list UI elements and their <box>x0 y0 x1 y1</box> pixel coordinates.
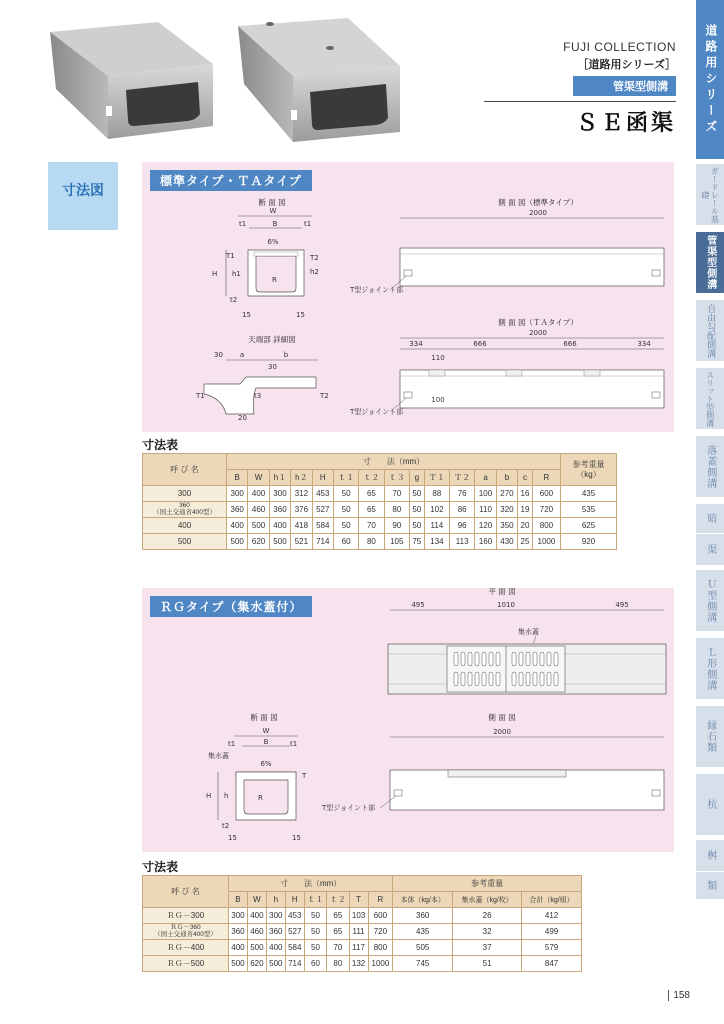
table-cell: 350 <box>496 518 517 534</box>
table2-dims-header: 寸 法（mm） <box>229 876 393 892</box>
table-cell: 430 <box>496 534 517 550</box>
table-cell: 60 <box>333 534 358 550</box>
plan-title: 平 面 図 <box>488 588 516 596</box>
table-cell: 70 <box>327 940 349 956</box>
table-cell: 527 <box>312 502 333 518</box>
row-name <box>143 518 227 534</box>
table1-col-header: ｔ２ <box>359 470 384 486</box>
table-cell: 376 <box>291 502 312 518</box>
page-title: ＳＥ函渠 <box>575 111 676 136</box>
table1-col-header: a <box>475 470 496 486</box>
tab-road-series[interactable]: 道路用シリーズ <box>696 0 724 160</box>
tab-l-gutter[interactable]: Ｌ形側溝 <box>696 638 724 700</box>
row-name-text: 400 <box>177 521 192 530</box>
label-b: B <box>272 220 278 228</box>
table-cell: 75 <box>409 534 424 550</box>
table-cell: 600 <box>532 486 560 502</box>
label-334-left: 334 <box>409 340 423 348</box>
table-cell: 714 <box>285 956 304 972</box>
rg-label-h: h <box>224 792 229 800</box>
tab-basin-1[interactable]: 桝 <box>696 840 724 872</box>
label-t2: t2 <box>230 296 238 304</box>
row-name <box>143 956 229 972</box>
row-name-text: 500 <box>177 537 192 546</box>
label-h2: h2 <box>310 268 319 276</box>
row-name <box>143 486 227 502</box>
table-cell: 360 <box>229 924 248 940</box>
panel-rg-type <box>142 588 674 852</box>
label-30-left: 30 <box>214 351 223 359</box>
label-t1-top: T1 <box>226 252 235 260</box>
table-cell: 360 <box>269 502 290 518</box>
tab-underdrain-1[interactable]: 暗 <box>696 504 724 534</box>
weight-cell: 32 <box>453 924 522 940</box>
label-495-left: 495 <box>411 601 425 609</box>
label-15-left: 15 <box>242 311 251 319</box>
rg-label-t: T <box>302 772 307 780</box>
product-photo <box>48 14 428 144</box>
row-name <box>143 908 229 924</box>
tab-free-slope[interactable]: 自由勾配側溝 <box>696 300 724 362</box>
table-cell: 270 <box>496 486 517 502</box>
label-666-right: 666 <box>563 340 577 348</box>
table-cell: 25 <box>518 534 533 550</box>
table-cell: 20 <box>518 518 533 534</box>
rg-cross-title: 断 面 図 <box>250 713 278 722</box>
panel-standard-type <box>142 162 674 432</box>
table-cell: 19 <box>518 502 533 518</box>
label-length-2000: 2000 <box>529 209 547 217</box>
row-name <box>143 940 229 956</box>
table2-col-header: ｔ２ <box>327 892 349 908</box>
table-cell: 114 <box>424 518 449 534</box>
section-badge: 寸法図 <box>48 162 118 230</box>
cover-label: 集水蓋 <box>518 628 539 636</box>
row-name-text: ＲＧ－360 <box>170 923 201 931</box>
table2-weight-col-header: 集水蓋（kg/枚） <box>453 892 522 908</box>
table-cell: 620 <box>247 956 266 972</box>
label-334-right: 334 <box>637 340 651 348</box>
row-name-text: ＲＧ－500 <box>166 959 205 968</box>
row-name <box>143 924 229 940</box>
panel-standard-title: 標準タイプ・ＴＡタイプ <box>150 170 312 191</box>
side-tabs <box>696 0 724 900</box>
table2-col-header: H <box>285 892 304 908</box>
tab-pile[interactable]: 杭 <box>696 774 724 836</box>
table-row <box>143 502 617 518</box>
table2-col-header: W <box>247 892 266 908</box>
table-cell: 80 <box>327 956 349 972</box>
tab-lid-gutter[interactable]: 落蓋側溝 <box>696 436 724 498</box>
label-t3: t3 <box>254 392 262 400</box>
rg-label-h-total: H <box>206 792 212 800</box>
row-name-text: ＲＧ－400 <box>166 943 205 952</box>
table-cell: 500 <box>247 940 266 956</box>
table-cell: 600 <box>368 908 393 924</box>
table1-col-header: Ｔ２ <box>450 470 475 486</box>
weight-cell: 360 <box>393 908 453 924</box>
table-row <box>143 908 582 924</box>
side-ta-title: 側 面 図（ＴＡタイプ） <box>498 318 578 327</box>
label-t1-detail: T1 <box>196 392 205 400</box>
rg-label-slope: 6% <box>260 760 272 768</box>
table-cell: 96 <box>450 518 475 534</box>
tab-slit[interactable]: スリット型側溝 <box>696 368 724 430</box>
table-cell: 50 <box>409 486 424 502</box>
weight-cell: 625 <box>561 518 617 534</box>
table-cell: 50 <box>333 518 358 534</box>
table-cell: 584 <box>285 940 304 956</box>
label-30-mid: 30 <box>268 363 277 371</box>
rg-label-t2: t2 <box>222 822 230 830</box>
joint-label-ta: T型ジョイント部 <box>350 408 404 416</box>
table-cell: 88 <box>424 486 449 502</box>
table-cell: 80 <box>384 502 409 518</box>
row-name-text: ＲＧ－300 <box>166 911 205 920</box>
label-a: a <box>239 351 245 359</box>
header-block <box>563 40 676 96</box>
table1-col-header: H <box>312 470 333 486</box>
panel-rg-title: ＲＧタイプ（集水蓋付） <box>150 596 312 617</box>
label-slope: 6% <box>267 238 279 246</box>
table-cell: 50 <box>409 518 424 534</box>
weight-cell: 412 <box>522 908 582 924</box>
table-cell: 70 <box>384 486 409 502</box>
label-666-left: 666 <box>473 340 487 348</box>
table-cell: 320 <box>496 502 517 518</box>
table-cell: 90 <box>384 518 409 534</box>
table2-body <box>143 908 582 972</box>
weight-cell: 847 <box>522 956 582 972</box>
tab-culvert-gutter[interactable]: 管渠型側溝 <box>696 232 724 294</box>
table-cell: 400 <box>247 908 266 924</box>
weight-cell: 37 <box>453 940 522 956</box>
table1-col-header: Ｔ１ <box>424 470 449 486</box>
table-cell: 50 <box>304 908 326 924</box>
table-cell: 65 <box>359 486 384 502</box>
table1-col-header: W <box>248 470 269 486</box>
table-cell: 400 <box>227 518 248 534</box>
table-cell: 134 <box>424 534 449 550</box>
label-t1: t1 <box>239 220 247 228</box>
table-cell: 460 <box>247 924 266 940</box>
rg-label-r: R <box>258 794 263 802</box>
table-cell: 312 <box>291 486 312 502</box>
table-cell: 65 <box>327 908 349 924</box>
tab-curb[interactable]: 縁石類 <box>696 706 724 768</box>
rg-label-b: B <box>263 738 269 746</box>
label-1010: 1010 <box>497 601 515 609</box>
table-cell: 76 <box>450 486 475 502</box>
table-cell: 300 <box>266 908 285 924</box>
table-cell: 500 <box>229 956 248 972</box>
table-cell: 103 <box>349 908 368 924</box>
table-cell: 110 <box>475 502 496 518</box>
rg-joint-label: T型ジョイント部 <box>322 804 376 812</box>
category-band: 管渠型側溝 <box>573 76 676 96</box>
table-cell: 720 <box>532 502 560 518</box>
row-name <box>143 502 227 518</box>
table-row <box>143 486 617 502</box>
table1-col-header: c <box>518 470 533 486</box>
weight-cell: 435 <box>561 486 617 502</box>
label-15-right: 15 <box>296 311 305 319</box>
table-cell: 50 <box>333 502 358 518</box>
table1-name-header: 呼 び 名 <box>143 454 227 486</box>
table-cell: 16 <box>518 486 533 502</box>
table-cell: 527 <box>285 924 304 940</box>
row-name-note: （国土交通省400型） <box>153 508 216 516</box>
table-cell: 800 <box>532 518 560 534</box>
table1-col-header: b <box>496 470 517 486</box>
table2-name-header: 呼 び 名 <box>143 876 229 908</box>
label-h: H <box>212 270 218 278</box>
table-cell: 300 <box>269 486 290 502</box>
joint-label: T型ジョイント部 <box>350 286 404 294</box>
table-cell: 50 <box>409 502 424 518</box>
label-495-right: 495 <box>615 601 629 609</box>
table-cell: 105 <box>384 534 409 550</box>
weight-cell: 26 <box>453 908 522 924</box>
table-cell: 714 <box>312 534 333 550</box>
table1-body <box>143 486 617 550</box>
table1-col-header: ｔ３ <box>384 470 409 486</box>
rg-label-15-right: 15 <box>292 834 301 842</box>
table-cell: 453 <box>285 908 304 924</box>
table2-weight-header: 参考重量 <box>393 876 582 892</box>
table2-weight-col-header: 本体（kg/本） <box>393 892 453 908</box>
table-cell: 65 <box>327 924 349 940</box>
weight-cell: 499 <box>522 924 582 940</box>
row-name-text: 360 <box>179 501 190 509</box>
weight-cell: 505 <box>393 940 453 956</box>
series-label: ［道路用シリーズ］ <box>577 58 676 71</box>
page-number: 158 <box>668 990 690 1001</box>
table-cell: 460 <box>248 502 269 518</box>
table-cell: 102 <box>424 502 449 518</box>
table-cell: 500 <box>227 534 248 550</box>
table2-weight-col-header: 合計（kg/組） <box>522 892 582 908</box>
table-cell: 117 <box>349 940 368 956</box>
table-cell: 620 <box>248 534 269 550</box>
table-cell: 800 <box>368 940 393 956</box>
table1-weight-header: 参考重量 （kg） <box>561 454 617 486</box>
table-row <box>143 956 582 972</box>
label-b-detail: b <box>283 351 289 359</box>
table1-col-header: g <box>409 470 424 486</box>
table-cell: 584 <box>312 518 333 534</box>
tab-u-gutter[interactable]: Ｕ型側溝 <box>696 570 724 632</box>
table-cell: 80 <box>359 534 384 550</box>
tab-basin-2[interactable]: 類 <box>696 872 724 900</box>
label-t2-detail: T2 <box>320 392 329 400</box>
cross-section-title: 断 面 図 <box>258 198 286 207</box>
weight-cell: 920 <box>561 534 617 550</box>
weight-cell: 435 <box>393 924 453 940</box>
weight-cell: 535 <box>561 502 617 518</box>
table-cell: 400 <box>248 486 269 502</box>
table1-heading: 寸法表 <box>142 438 179 452</box>
rg-label-t1: t1 <box>228 740 236 748</box>
rg-label-t1-right: t1 <box>290 740 298 748</box>
table1-col-header: h１ <box>269 470 290 486</box>
table-cell: 521 <box>291 534 312 550</box>
table-row <box>143 534 617 550</box>
table1-col-header: h２ <box>291 470 312 486</box>
label-100: 100 <box>431 396 445 404</box>
table-cell: 120 <box>475 518 496 534</box>
table-row <box>143 518 617 534</box>
label-t1-right: t1 <box>304 220 312 228</box>
table-cell: 113 <box>450 534 475 550</box>
label-r: R <box>272 276 277 284</box>
table-cell: 50 <box>333 486 358 502</box>
table-cell: 453 <box>312 486 333 502</box>
label-w: W <box>269 207 277 215</box>
rg-type-drawings <box>142 588 674 852</box>
table1-col-header: R <box>532 470 560 486</box>
table-cell: 400 <box>229 940 248 956</box>
table-cell: 500 <box>248 518 269 534</box>
table-cell: 400 <box>266 940 285 956</box>
table-cell: 720 <box>368 924 393 940</box>
row-name <box>143 534 227 550</box>
row-name-note: （国土交通省400型） <box>154 930 217 938</box>
table-cell: 111 <box>349 924 368 940</box>
table-cell: 86 <box>450 502 475 518</box>
weight-cell: 579 <box>522 940 582 956</box>
label-h1: h1 <box>232 270 241 278</box>
table-cell: 360 <box>266 924 285 940</box>
rg-cover-label: 集水蓋 <box>208 752 229 760</box>
table-cell: 50 <box>304 940 326 956</box>
table-cell: 500 <box>269 534 290 550</box>
table1-col-header: ｔ１ <box>333 470 358 486</box>
weight-cell: 745 <box>393 956 453 972</box>
table2-col-header: ｔ１ <box>304 892 326 908</box>
table2-col-header: R <box>368 892 393 908</box>
standard-type-drawings <box>142 162 674 432</box>
table-cell: 300 <box>227 486 248 502</box>
row-name-text: 300 <box>177 489 192 498</box>
title-rule <box>484 101 676 102</box>
table2-col-header: h <box>266 892 285 908</box>
rg-side-title: 側 面 図 <box>488 713 516 722</box>
side-standard-title: 側 面 図（標準タイプ） <box>498 198 578 207</box>
table2-col-header: B <box>229 892 248 908</box>
table-cell: 418 <box>291 518 312 534</box>
rg-label-15-left: 15 <box>228 834 237 842</box>
table-row <box>143 940 582 956</box>
label-110: 110 <box>431 354 445 362</box>
table-cell: 400 <box>269 518 290 534</box>
table1-col-header: B <box>227 470 248 486</box>
table2-col-header: T <box>349 892 368 908</box>
label-t2-top: T2 <box>310 254 319 262</box>
rg-label-2000: 2000 <box>493 728 511 736</box>
table-cell: 70 <box>359 518 384 534</box>
dimension-table-rg <box>142 875 582 972</box>
table-cell: 100 <box>475 486 496 502</box>
table-cell: 360 <box>227 502 248 518</box>
tab-guardrail[interactable]: ガードレール基礎 <box>696 164 724 226</box>
detail-title: 天端部 詳細図 <box>248 335 296 344</box>
label-ta-length: 2000 <box>529 329 547 337</box>
table-cell: 500 <box>266 956 285 972</box>
table-cell: 65 <box>359 502 384 518</box>
table-cell: 1000 <box>532 534 560 550</box>
table-cell: 60 <box>304 956 326 972</box>
table-cell: 132 <box>349 956 368 972</box>
table-cell: 1000 <box>368 956 393 972</box>
table-cell: 160 <box>475 534 496 550</box>
table-cell: 50 <box>304 924 326 940</box>
table-cell: 300 <box>229 908 248 924</box>
table-row <box>143 924 582 940</box>
table1-dims-header: 寸 法（mm） <box>227 454 561 470</box>
weight-cell: 51 <box>453 956 522 972</box>
dimension-table-standard <box>142 453 617 550</box>
rg-label-w: W <box>262 727 270 735</box>
brand-label: FUJI COLLECTION <box>563 40 676 54</box>
tab-underdrain-2[interactable]: 渠 <box>696 534 724 566</box>
label-20: 20 <box>238 414 247 422</box>
table2-heading: 寸法表 <box>142 860 179 874</box>
